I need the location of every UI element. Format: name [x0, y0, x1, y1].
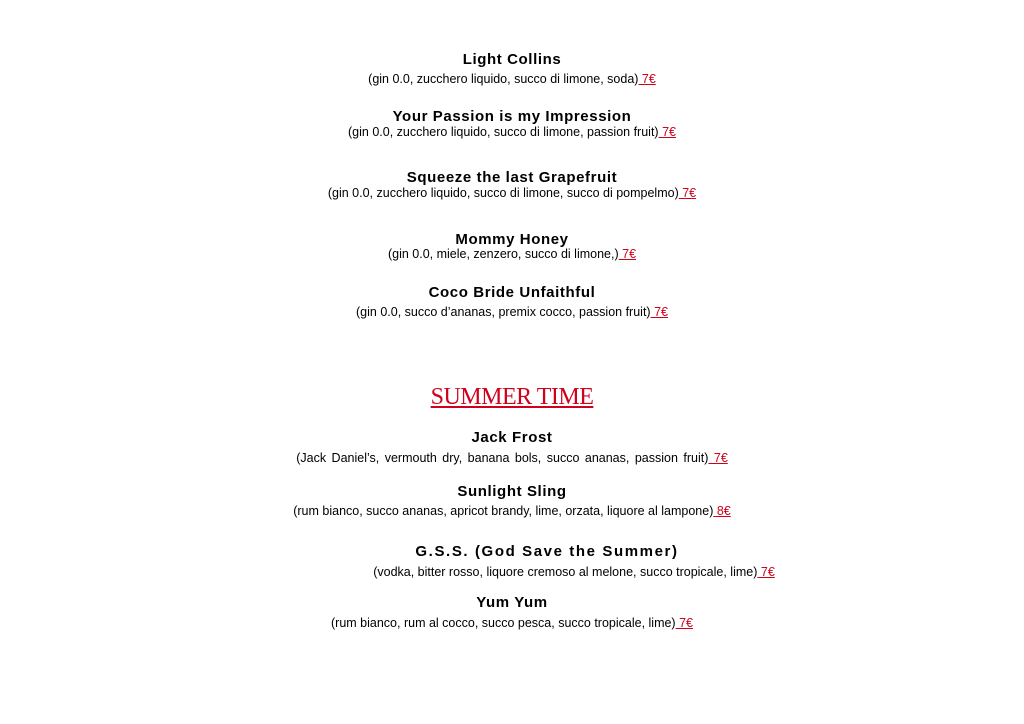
item-description-mommy-honey	[0, 247, 1024, 261]
item-price: 7€	[650, 305, 668, 319]
item-price: 7€	[708, 451, 728, 465]
item-price: 7€	[675, 616, 693, 630]
section-title-summer-time: SUMMER TIME	[430, 384, 594, 410]
item-ingredients: (vodka, bitter rosso, liquore cremoso al melone, succo tropicale, lime)	[373, 565, 758, 579]
item-name-mommy-honey: Mommy Honey	[455, 231, 569, 248]
item-ingredients: (Jack Daniel’s, vermouth dry, banana bols, succo ananas, passion fruit)	[296, 451, 709, 465]
item-name-coco-bride: Coco Bride Unfaithful	[428, 284, 596, 301]
item-price: 7€	[658, 125, 676, 139]
item-name-yum-yum: Yum Yum	[476, 594, 548, 611]
item-description-jack-frost	[0, 451, 1024, 465]
item-ingredients: (gin 0.0, zucchero liquido, succo di limone, soda)	[368, 72, 639, 86]
item-name-jack-frost: Jack Frost	[471, 429, 553, 446]
item-ingredients: (gin 0.0, zucchero liquido, succo di limone, passion fruit)	[348, 125, 659, 139]
item-name-sunlight-sling: Sunlight Sling	[457, 483, 567, 500]
item-price: 7€	[757, 565, 775, 579]
item-price: 8€	[713, 504, 731, 518]
item-ingredients: (gin 0.0, miele, zenzero, succo di limone,)	[387, 247, 619, 261]
item-description-gss	[62, 565, 1024, 579]
item-ingredients: (gin 0.0, succo d’ananas, premix cocco, passion fruit)	[356, 305, 651, 319]
item-description-yum-yum	[0, 616, 1024, 630]
item-name-squeeze-grapefruit: Squeeze the last Grapefruit	[406, 169, 618, 186]
item-name-light-collins: Light Collins	[462, 51, 562, 68]
item-description-coco-bride	[0, 305, 1024, 319]
item-ingredients: (rum bianco, succo ananas, apricot brandy, lime, orzata, liquore al lampone)	[293, 504, 714, 518]
item-price: 7€	[678, 186, 697, 200]
item-ingredients: (gin 0.0, zucchero liquido, succo di limone, succo di pompelmo)	[327, 186, 679, 200]
item-description-light-collins	[0, 72, 1024, 86]
item-name-your-passion: Your Passion is my Impression	[392, 108, 632, 125]
item-description-sunlight-sling	[0, 504, 1024, 518]
item-price: 7€	[618, 247, 637, 261]
item-price: 7€	[638, 72, 656, 86]
item-description-squeeze-grapefruit	[0, 186, 1024, 200]
item-ingredients: (rum bianco, rum al cocco, succo pesca, succo tropicale, lime)	[331, 616, 676, 630]
item-description-your-passion	[0, 125, 1024, 139]
item-name-gss: G.S.S. (God Save the Summer)	[415, 543, 679, 560]
